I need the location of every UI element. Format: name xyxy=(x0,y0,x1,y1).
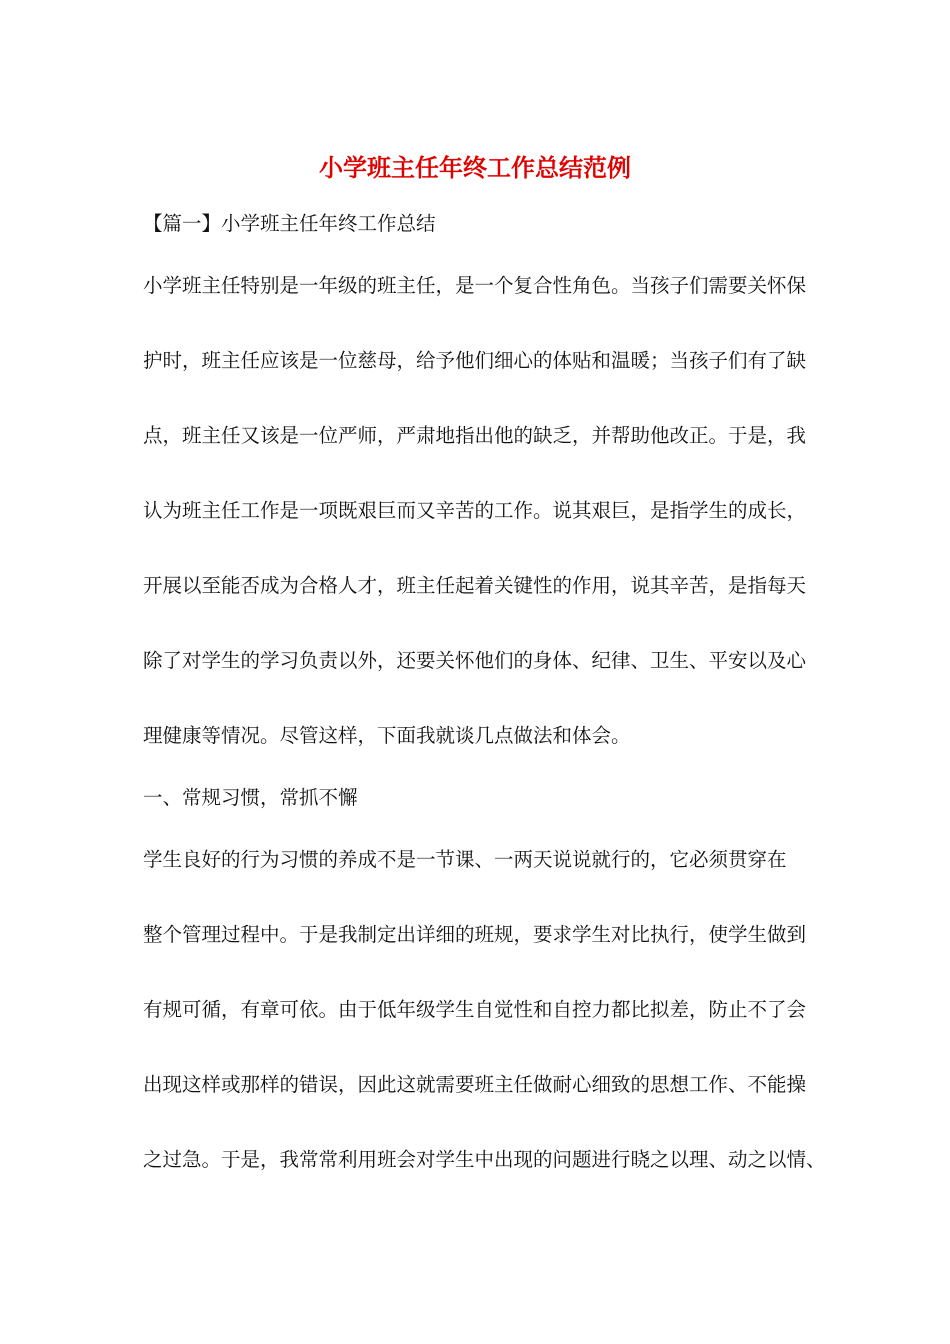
paragraph-line: 之过急。于是，我常常利用班会对学生中出现的问题进行晓之以理、动之以情、 xyxy=(143,1148,826,1171)
paragraph-line: 整个管理过程中。于是我制定出详细的班规，要求学生对比执行，使学生做到 xyxy=(143,923,807,946)
paragraph-line: 理健康等情况。尽管这样，下面我就谈几点做法和体会。 xyxy=(143,724,631,747)
paragraph-line: 护时，班主任应该是一位慈母，给予他们细心的体贴和温暖；当孩子们有了缺 xyxy=(143,349,807,372)
paragraph-line: 认为班主任工作是一项既艰巨而又辛苦的工作。说其艰巨，是指学生的成长， xyxy=(143,499,807,522)
document-title: 小学班主任年终工作总结范例 xyxy=(319,153,631,182)
paragraph-line: 点，班主任又该是一位严师，严肃地指出他的缺乏，并帮助他改正。于是，我 xyxy=(143,424,807,447)
subheading: 一、常规习惯，常抓不懈 xyxy=(143,786,358,809)
paragraph-line: 出现这样或那样的错误，因此这就需要班主任做耐心细致的思想工作、不能操 xyxy=(143,1073,807,1096)
paragraph-line: 开展以至能否成为合格人才，班主任起着关键性的作用，说其辛苦，是指每天 xyxy=(143,574,807,597)
paragraph-line: 除了对学生的学习负责以外，还要关怀他们的身体、纪律、卫生、平安以及心 xyxy=(143,649,807,672)
section-heading: 【篇一】小学班主任年终工作总结 xyxy=(143,212,436,235)
paragraph-line: 小学班主任特别是一年级的班主任，是一个复合性角色。当孩子们需要关怀保 xyxy=(143,274,807,297)
paragraph-line: 学生良好的行为习惯的养成不是一节课、一两天说说就行的，它必须贯穿在 xyxy=(143,848,787,871)
paragraph-line: 有规可循，有章可依。由于低年级学生自觉性和自控力都比拟差，防止不了会 xyxy=(143,998,807,1021)
